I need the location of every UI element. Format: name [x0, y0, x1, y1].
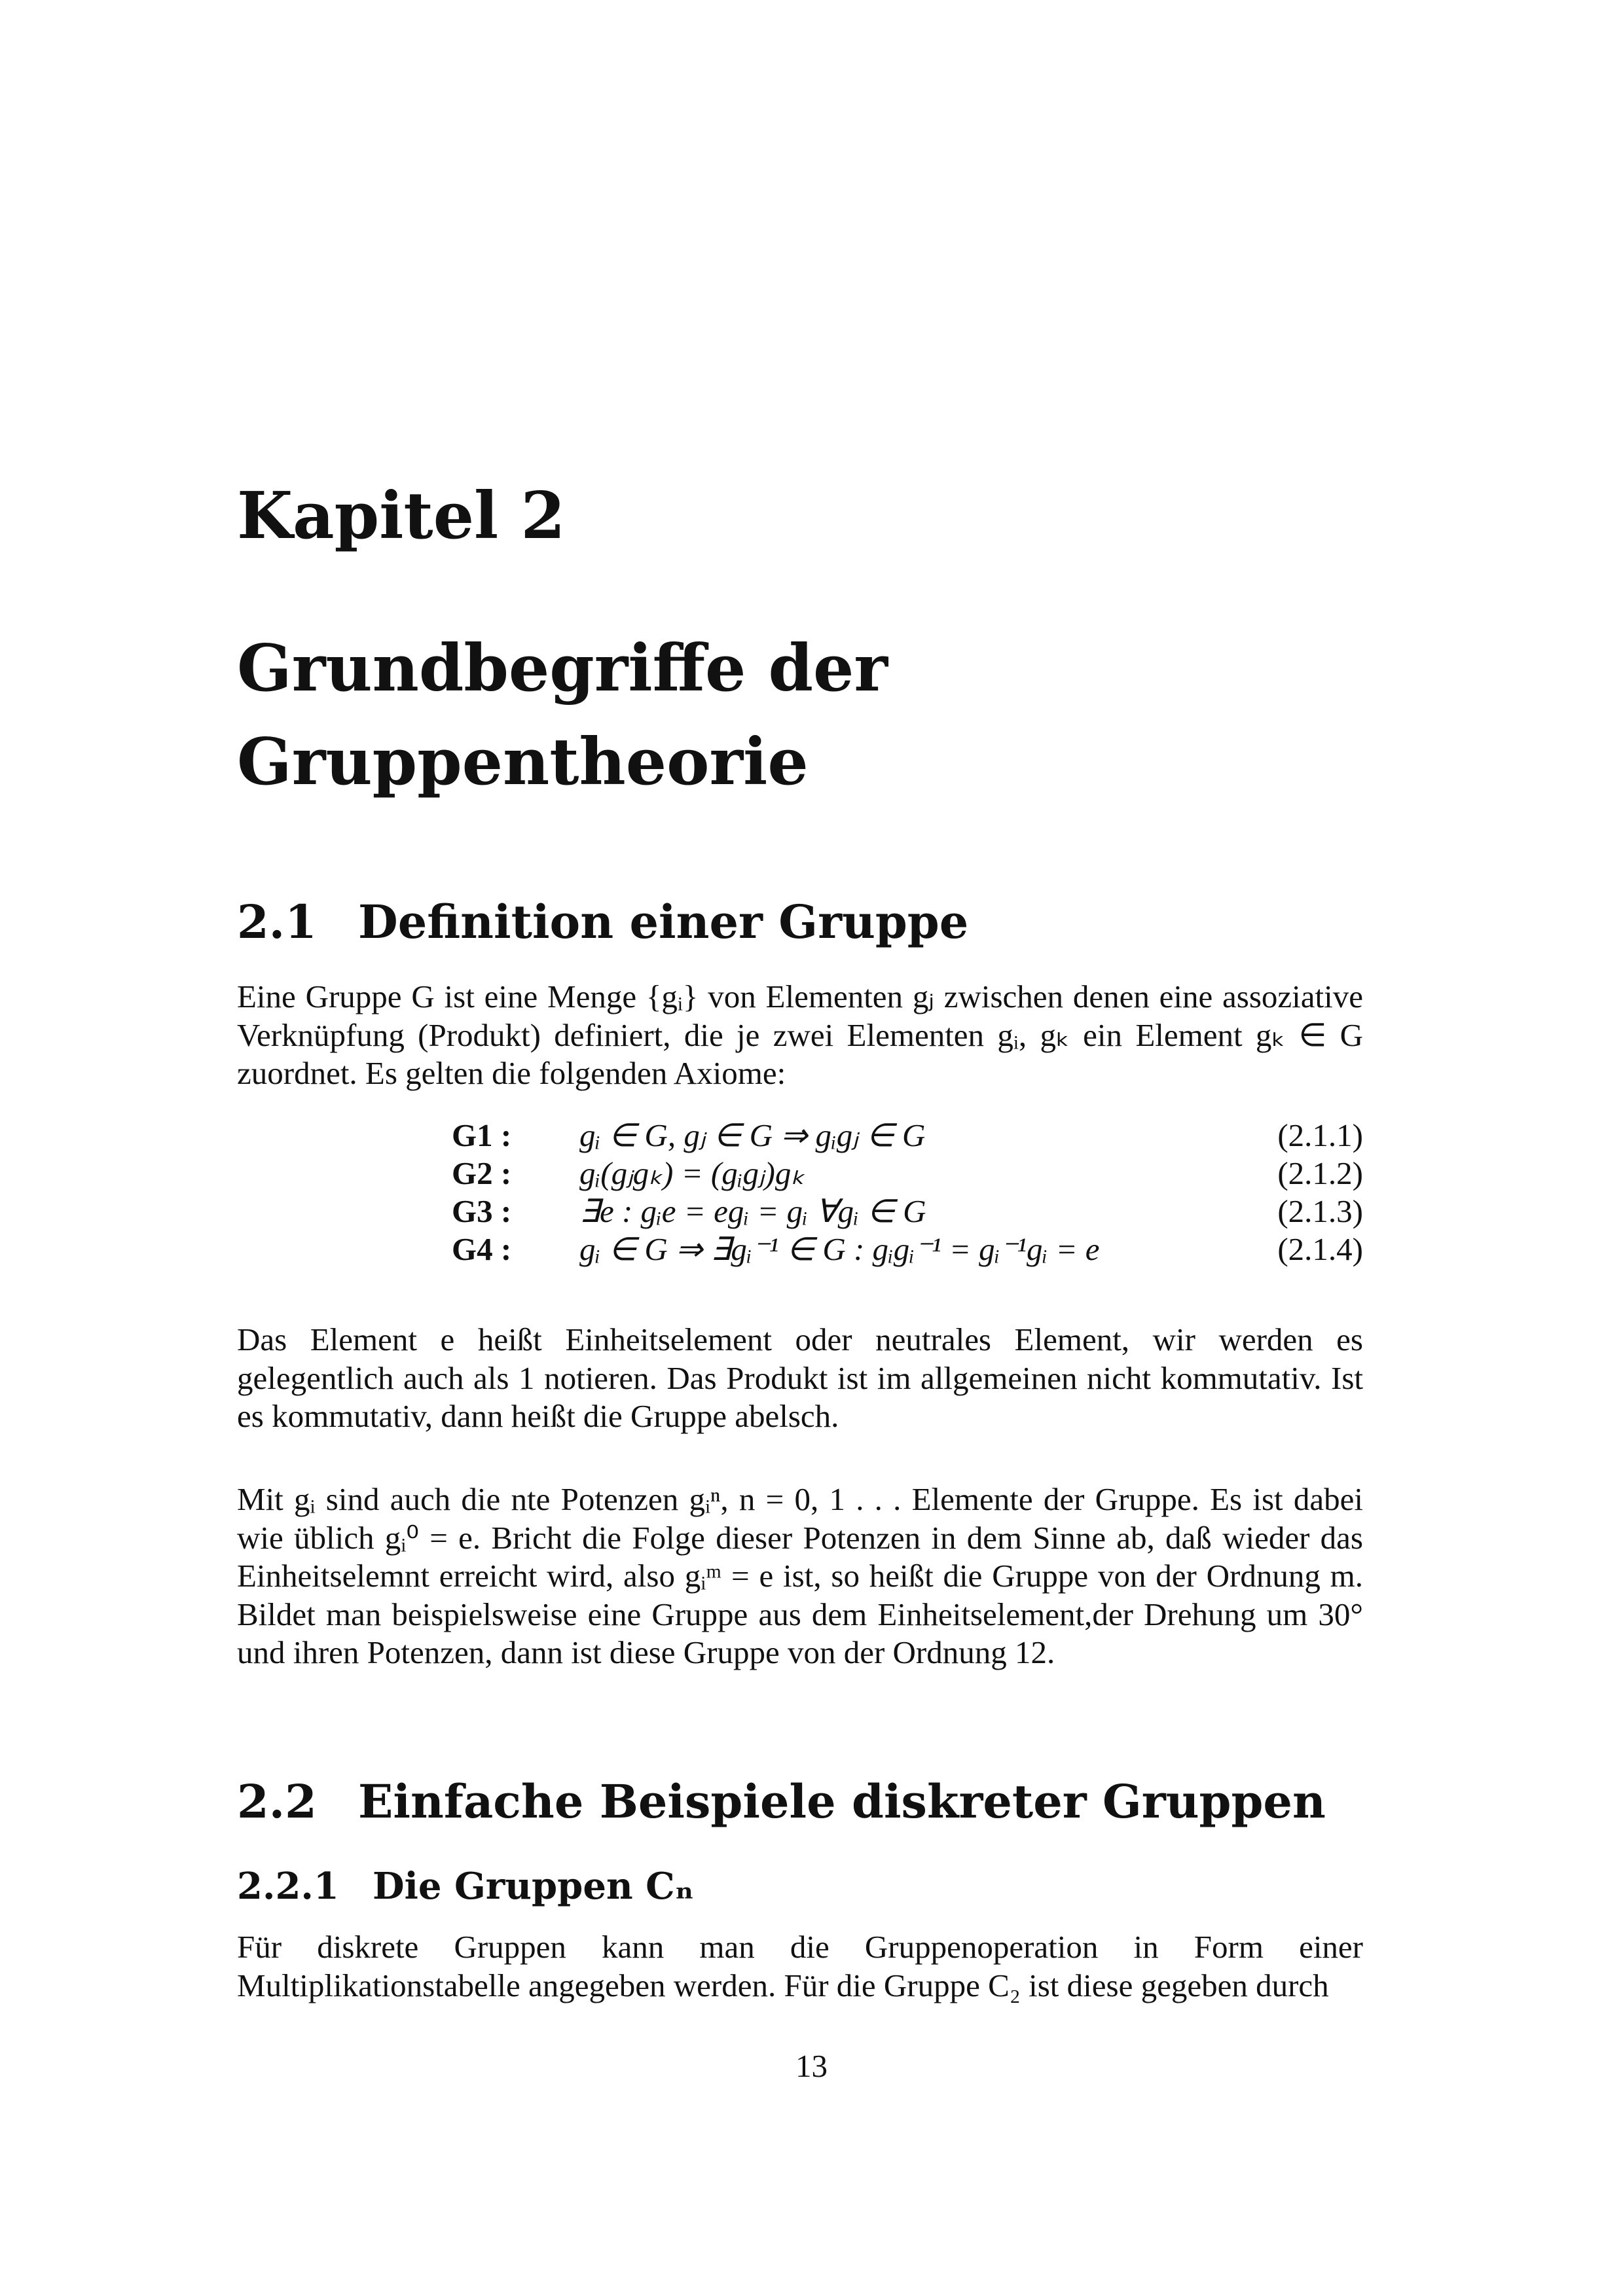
multiplication-table-paragraph: Für diskrete Gruppen kann man die Gruppenoperation in Form einer Multiplikationstabelle angegeben werden. Für die Gruppe C₂ ist diese gegeben durch — [237, 1929, 1363, 2003]
axiom-formula: gᵢ(gⱼgₖ) = (gᵢgⱼ)gₖ — [579, 1155, 805, 1191]
neutral-element-paragraph: Das Element e heißt Einheitselement oder neutrales Element, wir werden es gelegentlich auch als 1 notieren. Das Produkt ist im allgemeinen nicht kommutativ. Ist es kommutativ, dann heißt die Gruppe abelsch. — [237, 1321, 1363, 1434]
subsection-heading-2-2-1 — [237, 1865, 694, 1908]
equation-number: (2.1.3) — [1277, 1193, 1363, 1229]
axiom-row — [452, 1155, 1363, 1193]
section-number: 2.2 — [237, 1774, 317, 1829]
axioms-block — [452, 1117, 1363, 1268]
axiom-formula: gᵢ ∈ G, gⱼ ∈ G ⇒ gᵢgⱼ ∈ G — [579, 1117, 926, 1153]
section-intro-paragraph: Eine Gruppe G ist eine Menge {gᵢ} von Elementen gⱼ zwischen denen eine assoziative Verknüpfung (Produkt) definiert, die je zwei Elementen gᵢ, gₖ ein Element gₖ ∈ G zuordnet. Es gelten die folgenden Axiome: — [237, 978, 1363, 1091]
axiom-row — [452, 1117, 1363, 1155]
axiom-label: G3 : — [452, 1193, 512, 1229]
section-heading-2-1 — [237, 895, 969, 949]
axiom-label: G2 : — [452, 1155, 512, 1191]
subsection-number: 2.2.1 — [237, 1865, 339, 1908]
chapter-label: Kapitel 2 — [237, 478, 566, 554]
section-heading-2-2 — [237, 1774, 1326, 1829]
axiom-row — [452, 1193, 1363, 1230]
equation-number: (2.1.1) — [1277, 1117, 1363, 1153]
chapter-title — [237, 622, 888, 809]
axiom-row — [452, 1230, 1363, 1268]
powers-paragraph: Mit gᵢ sind auch die nte Potenzen gᵢⁿ, n = 0, 1 . . . Elemente der Gruppe. Es ist dabei wie üblich gᵢ⁰ = e. Bricht die Folge dieser Potenzen in dem Sinne ab, daß wieder das Einheitselemnt erreicht wird, also gᵢᵐ = e ist, so heißt die Gruppe von der Ordnung m. Bildet man beispielsweise eine Gruppe aus dem Einheitselement,der Drehung um 30° und ihren Potenzen, dann ist diese Gruppe von der Ordnung 12. — [237, 1481, 1363, 1670]
axiom-label: G1 : — [452, 1117, 512, 1153]
axiom-label: G4 : — [452, 1231, 512, 1267]
axiom-formula: gᵢ ∈ G ⇒ ∃gᵢ⁻¹ ∈ G : gᵢgᵢ⁻¹ = gᵢ⁻¹gᵢ = e — [579, 1231, 1100, 1267]
section-number: 2.1 — [237, 895, 317, 949]
equation-number: (2.1.4) — [1277, 1231, 1363, 1267]
section-title: Einfache Beispiele diskreter Gruppen — [358, 1774, 1326, 1829]
axiom-formula: ∃e : gᵢe = egᵢ = gᵢ ∀gᵢ ∈ G — [579, 1193, 926, 1229]
page-number: 13 — [795, 2048, 828, 2084]
subsection-title: Die Gruppen Cₙ — [373, 1865, 694, 1908]
chapter-title-line-2: Gruppentheorie — [237, 725, 809, 800]
equation-number: (2.1.2) — [1277, 1155, 1363, 1191]
chapter-title-line-1: Grundbegriffe der — [237, 631, 888, 706]
section-title: Definition einer Gruppe — [358, 895, 969, 949]
